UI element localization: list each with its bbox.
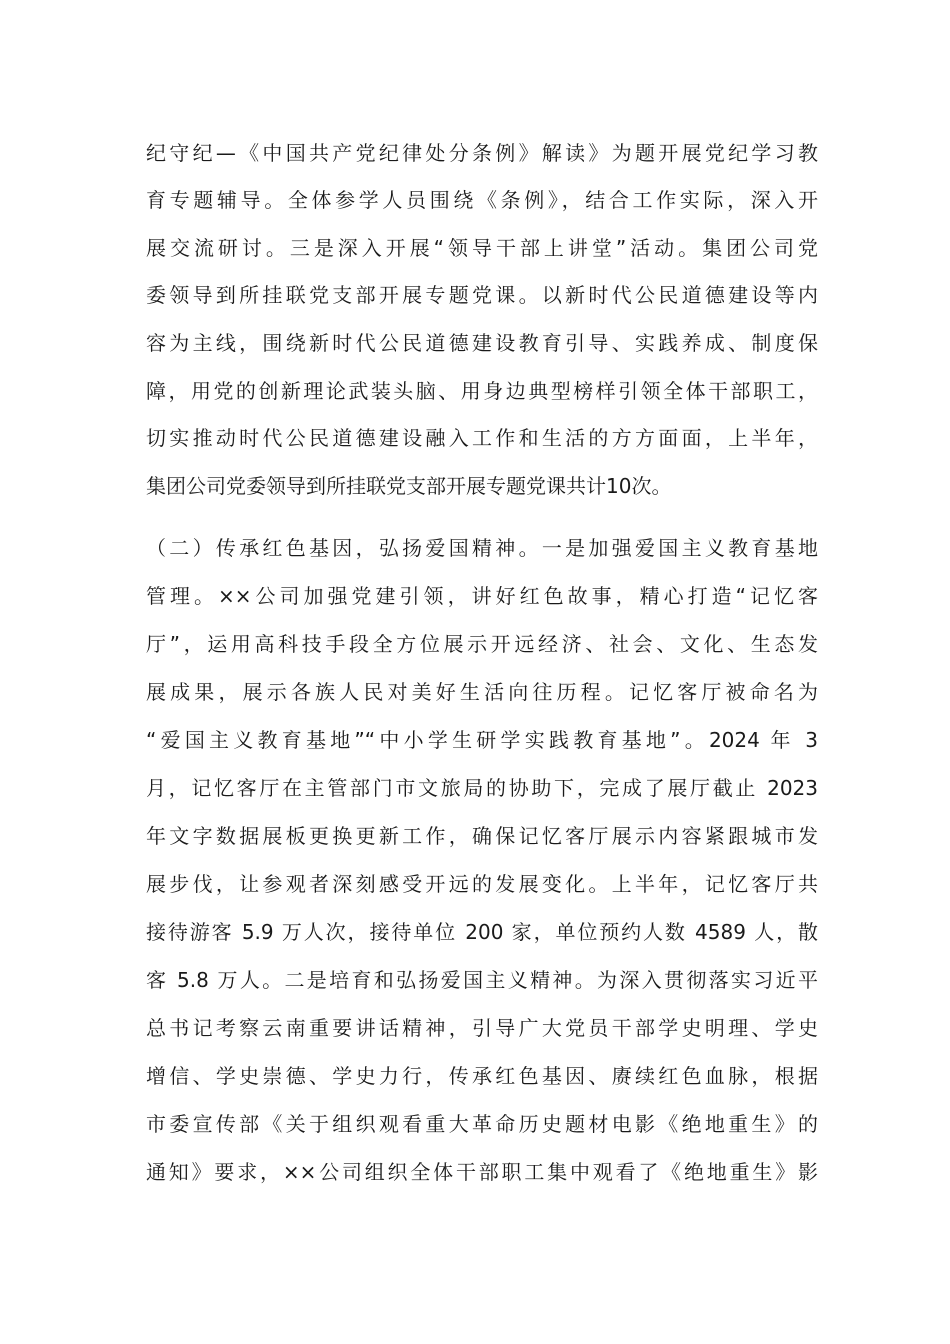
text-line: 展步伐，让参观者深刻感受开远的发展变化。上半年，记忆客厅共: [146, 872, 818, 896]
text-line: 年文字数据展板更换更新工作，确保记忆客厅展示内容紧跟城市发: [146, 824, 818, 848]
text-line: 市委宣传部《关于组织观看重大革命历史题材电影《绝地重生》的: [146, 1112, 818, 1136]
text-line: 容为主线，围绕新时代公民道德建设教育引导、实践养成、制度保: [146, 331, 818, 355]
text-line: 切实推动时代公民道德建设融入工作和生活的方方面面，上半年，: [146, 426, 818, 450]
text-line: 增信、学史崇德、学史力行，传承红色基因、赓续红色血脉，根据: [146, 1064, 818, 1088]
text-line: 集团公司党委领导到所挂联党支部开展专题党课共计10次。: [146, 474, 672, 498]
text-line: 纪守纪—《中国共产党纪律处分条例》解读》为题开展党纪学习教: [146, 141, 818, 165]
text-line: 障，用党的创新理论武装头脑、用身边典型榜样引领全体干部职工，: [146, 379, 818, 403]
text-line: 月，记忆客厅在主管部门市文旅局的协助下，完成了展厅截止 2023: [146, 776, 818, 800]
text-line: 客 5.8 万人。二是培育和弘扬爱国主义精神。为深入贯彻落实习近平: [146, 968, 818, 992]
text-line: 育专题辅导。全体参学人员围绕《条例》，结合工作实际，深入开: [146, 188, 818, 212]
text-line: “爱国主义教育基地”“中小学生研学实践教育基地”。2024 年 3: [146, 728, 818, 752]
text-line: 厅”，运用高科技手段全方位展示开远经济、社会、文化、生态发: [146, 632, 818, 656]
text-line: 管理。××公司加强党建引领，讲好红色故事，精心打造“记忆客: [146, 584, 818, 608]
text-line: 通知》要求，××公司组织全体干部职工集中观看了《绝地重生》影: [146, 1160, 818, 1184]
text-line: 委领导到所挂联党支部开展专题党课。以新时代公民道德建设等内: [146, 283, 818, 307]
text-line: 展交流研讨。三是深入开展“领导干部上讲堂”活动。集团公司党: [146, 236, 818, 260]
text-line: 展成果，展示各族人民对美好生活向往历程。记忆客厅被命名为: [146, 680, 818, 704]
section-heading-line: （二）传承红色基因，弘扬爱国精神。一是加强爱国主义教育基地: [146, 536, 818, 560]
text-line: 接待游客 5.9 万人次，接待单位 200 家，单位预约人数 4589 人，散: [146, 920, 818, 944]
text-line: 总书记考察云南重要讲话精神，引导广大党员干部学史明理、学史: [146, 1016, 818, 1040]
